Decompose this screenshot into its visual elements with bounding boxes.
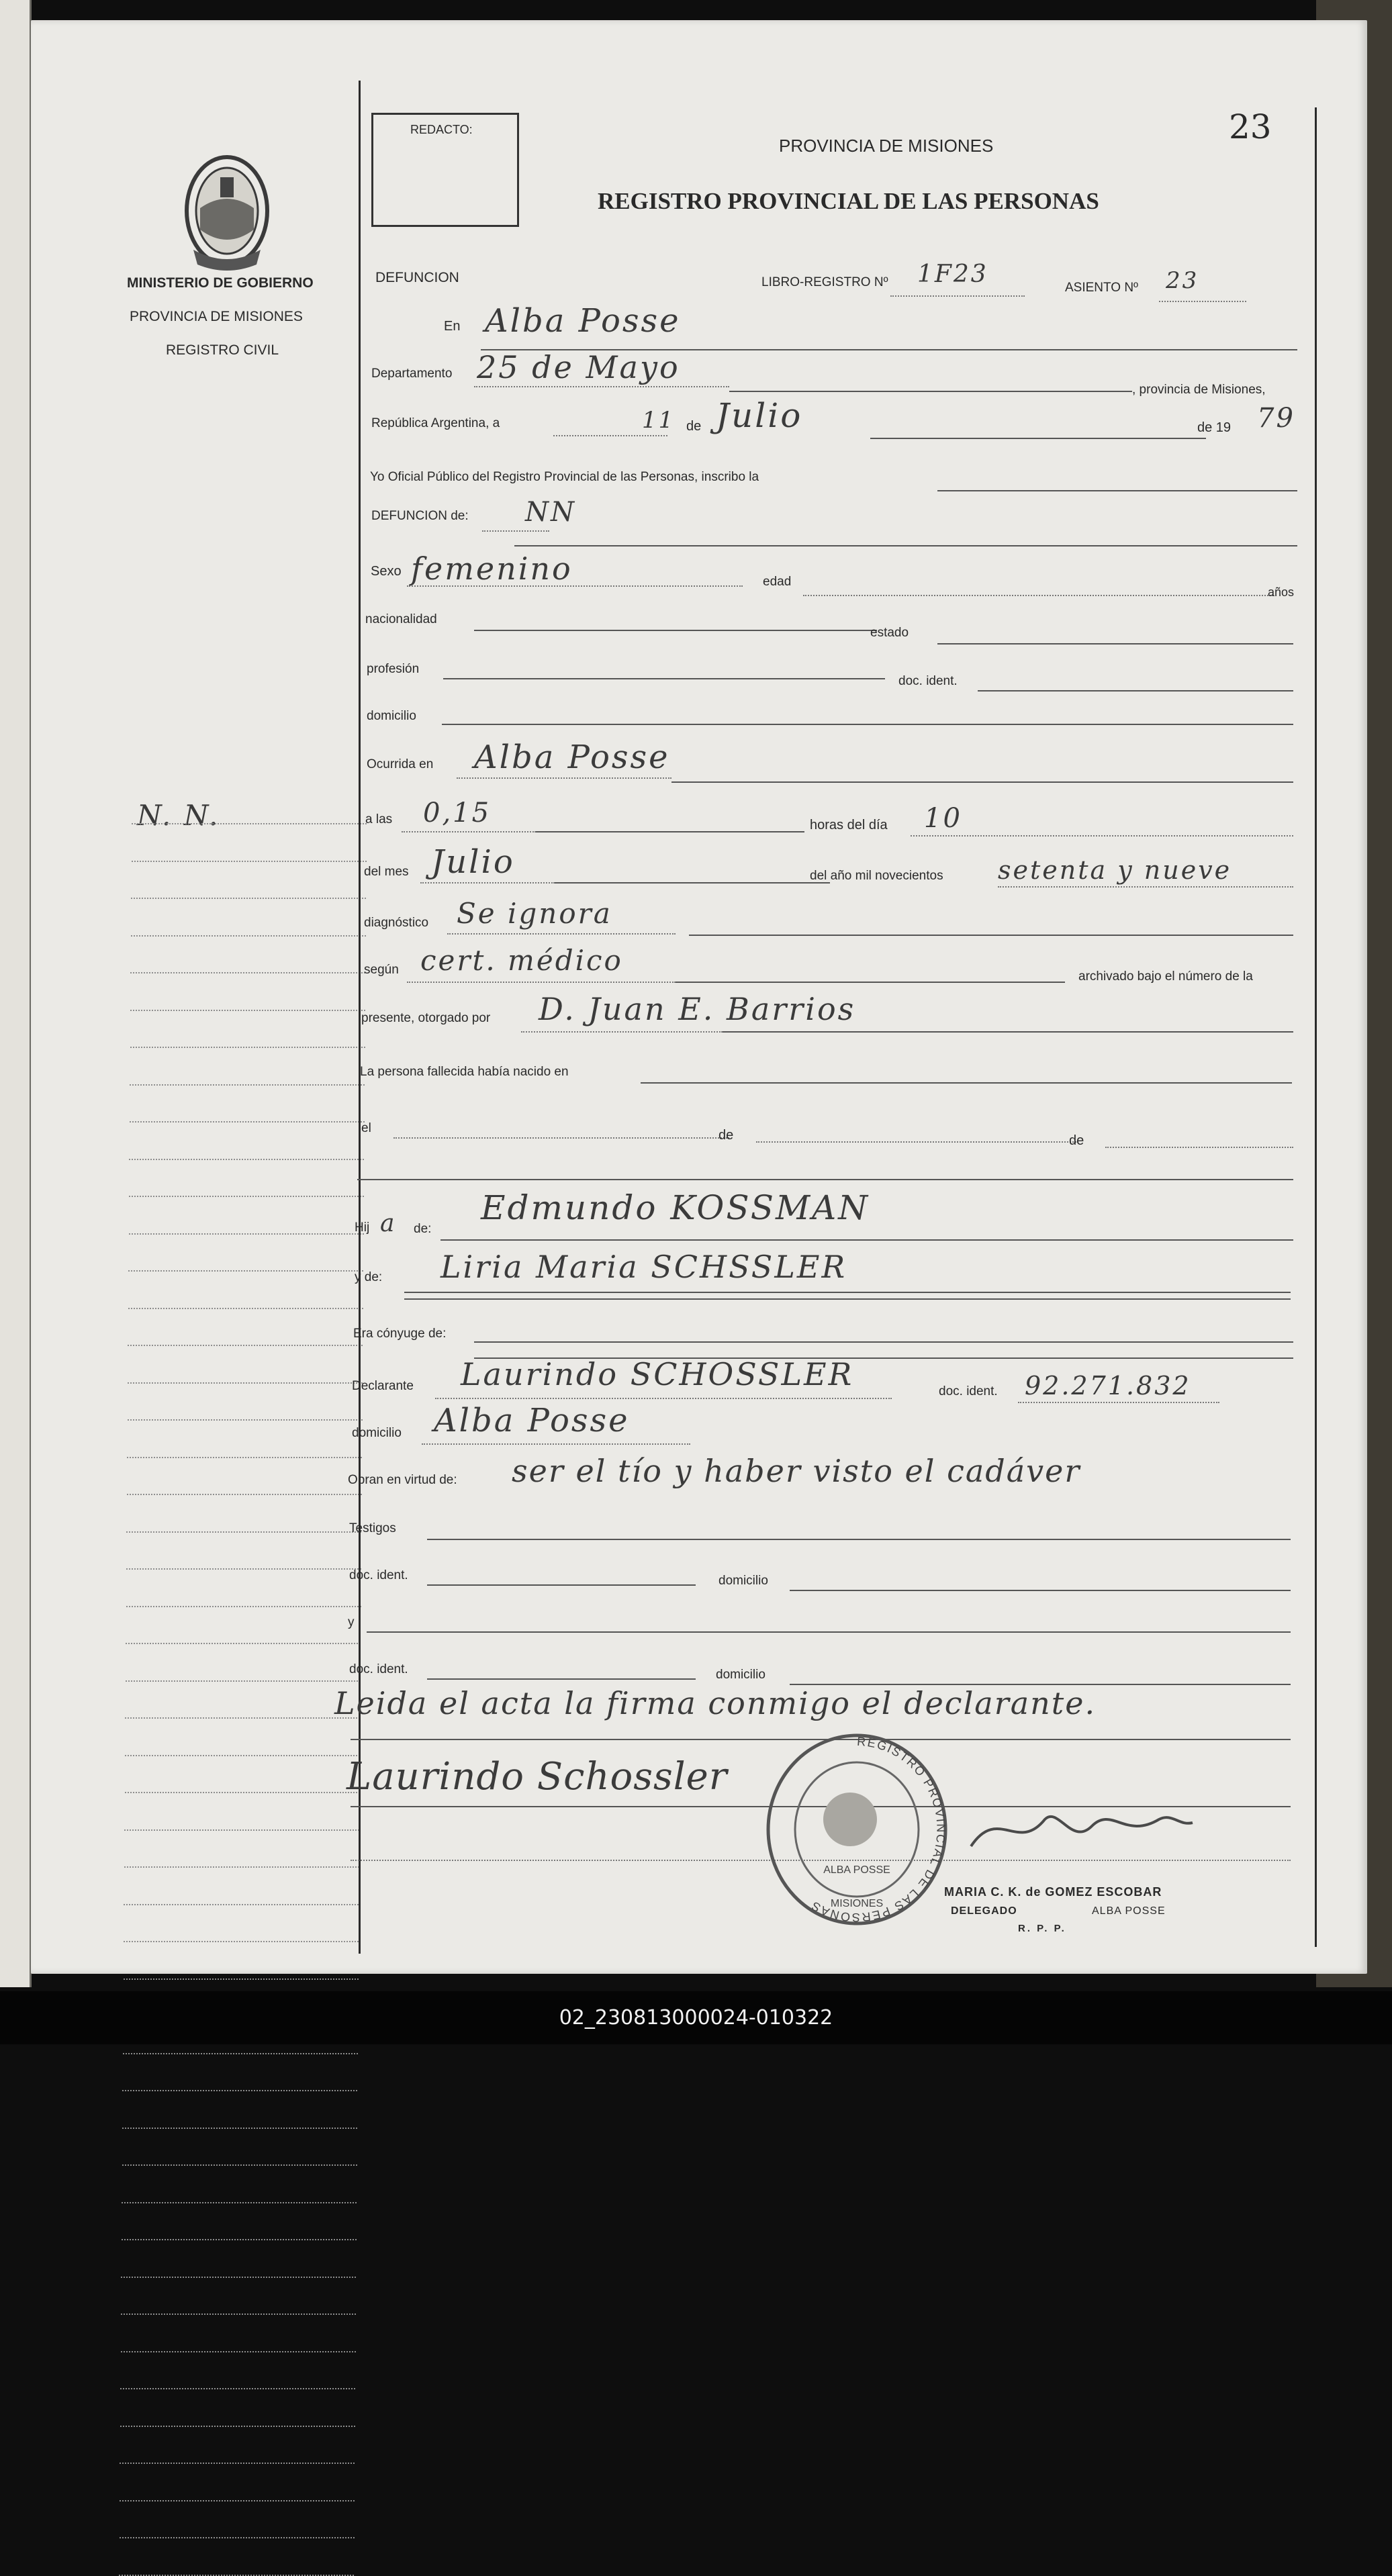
margin-dotted-line [130, 972, 365, 973]
sexo-value: femenino [411, 551, 573, 587]
margin-dotted-line [128, 1270, 363, 1272]
nacionalidad-line [474, 630, 877, 631]
margin-dotted-line [126, 1568, 361, 1570]
officer-role: DELEGADO [951, 1905, 1017, 1917]
archivado-label: archivado bajo el número de la [1078, 969, 1253, 984]
margin-dotted-line [122, 2202, 357, 2203]
testigos-label: Testigos [349, 1521, 396, 1535]
mes-value: Julio [716, 396, 803, 435]
t2-doc-line [427, 1678, 696, 1680]
anio-label: del año mil novecientos [810, 869, 943, 883]
page-number: 23 [1229, 107, 1272, 146]
margin-dotted-line [120, 2426, 355, 2427]
departamento-line [474, 386, 729, 387]
registry-title: REGISTRO PROVINCIAL DE LAS PERSONAS [598, 188, 1099, 214]
section-label: DEFUNCION [375, 270, 459, 285]
margin-dotted-line [122, 2239, 357, 2240]
margin-dotted-line [125, 1792, 360, 1793]
presente-line [723, 1031, 1293, 1033]
a-las-line [536, 831, 804, 832]
republica-label: República Argentina, a [371, 416, 500, 430]
yde-line2 [404, 1298, 1291, 1300]
republica-line [870, 438, 1206, 439]
margin-dotted-line [124, 1829, 359, 1831]
a-las-label: a las [365, 812, 393, 826]
yde-label: y de: [355, 1270, 383, 1284]
defuncion-value: NN [525, 497, 576, 528]
anos-label: años [1268, 585, 1295, 599]
margin-note: N. N. [137, 799, 220, 832]
image-caption: 02_230813000024-010322 [0, 1991, 1392, 2044]
hij-de-label: de: [414, 1222, 432, 1236]
diagnostico-value: Se ignora [457, 897, 612, 930]
t1-doc-label: doc. ident. [349, 1568, 408, 1582]
margin-dotted-line [120, 2537, 355, 2538]
segun-label: según [364, 963, 399, 977]
edad-line [803, 595, 1273, 596]
ocurrida-line [671, 781, 1293, 783]
nacionalidad-label: nacionalidad [365, 612, 437, 626]
de-a-label: de [718, 1128, 734, 1143]
diagnostico-dline [447, 933, 676, 935]
departamento-label: Departamento [371, 367, 453, 381]
margin-dotted-line [124, 1978, 359, 1980]
margin-dotted-line [130, 1010, 365, 1011]
margin-dotted-line [132, 823, 367, 824]
libro-line [890, 295, 1025, 297]
margin-dotted-line [132, 861, 367, 862]
ocurrida-value: Alba Posse [474, 738, 670, 776]
seal-ring-text: REGISTRO PROVINCIAL DE LAS PERSONAS [808, 1734, 948, 1925]
margin-dotted-line [126, 1531, 361, 1533]
presente-value: D. Juan E. Barrios [539, 991, 856, 1027]
yde-line [404, 1292, 1291, 1293]
libro-value: 1F23 [917, 260, 988, 288]
decl-domicilio-line [422, 1443, 690, 1445]
declarante-value: Laurindo SCHOSSLER [461, 1356, 854, 1392]
declarante-doc-value: 92.271.832 [1025, 1371, 1191, 1400]
anio-line [998, 886, 1293, 888]
closing-text: Leida el acta la firma conmigo el declarante. [334, 1685, 1097, 1721]
diagnostico-label: diagnóstico [364, 916, 429, 930]
margin-dotted-line [130, 1047, 365, 1048]
en-value: Alba Posse [485, 302, 681, 340]
margin-dotted-line [128, 1382, 363, 1384]
hij-line [440, 1239, 1293, 1241]
obran-label: Obran en virtud de: [348, 1473, 457, 1487]
asiento-line [1159, 301, 1246, 302]
profesion-line [443, 678, 885, 679]
provincia-suffix: , provincia de Misiones, [1132, 383, 1266, 397]
margin-dotted-line [129, 1233, 364, 1235]
defuncion-line [514, 545, 1297, 546]
margin-dotted-line [128, 1419, 363, 1421]
margin-province: PROVINCIA DE MISIONES [130, 309, 303, 324]
conyuge-label: Era cónyuge de: [353, 1327, 447, 1341]
del-mes-line [555, 882, 830, 884]
redacto-box [371, 113, 519, 227]
el-line2 [357, 1179, 1293, 1180]
margin-dotted-line [125, 1755, 360, 1756]
margin-dotted-line [121, 2313, 356, 2315]
domicilio-label: domicilio [367, 709, 416, 723]
a-las-dline [402, 831, 536, 832]
margin-dotted-line [122, 2128, 357, 2129]
segun-dline [407, 982, 676, 983]
margin-dotted-line [124, 1866, 359, 1868]
t1-doc-line [427, 1584, 696, 1586]
margin-dotted-line [121, 2351, 356, 2352]
margin-dotted-line [126, 1680, 361, 1682]
t1-dom-label: domicilio [718, 1574, 768, 1588]
year-value: 79 [1257, 403, 1295, 434]
diagnostico-line [689, 935, 1293, 936]
domicilio-line [442, 724, 1293, 725]
profesion-doc-line [978, 690, 1293, 691]
departamento-value: 25 de Mayo [477, 349, 680, 385]
margin-dotted-line [127, 1494, 362, 1495]
segun-value: cert. médico [420, 944, 623, 977]
y-label: y [348, 1615, 355, 1629]
hij-label: Hij [355, 1221, 370, 1235]
libro-label: LIBRO-REGISTRO Nº [761, 275, 888, 289]
margin-dotted-line [123, 2053, 358, 2054]
asiento-label: ASIENTO Nº [1065, 281, 1138, 295]
margin-dotted-line [128, 1345, 363, 1346]
officer-place: ALBA POSSE [1092, 1905, 1166, 1917]
margin-dotted-line [131, 935, 366, 937]
registry-seal-icon [756, 1725, 958, 1934]
defuncion-label: DEFUNCION de: [371, 509, 469, 523]
defuncion-dline [482, 530, 549, 532]
el-line [393, 1137, 729, 1139]
ocurrida-dline [457, 777, 671, 779]
declarante-doc-label: doc. ident. [939, 1384, 998, 1398]
profesion-label: profesión [367, 662, 420, 676]
margin-dotted-line [124, 1941, 359, 1942]
declarante-line [435, 1398, 892, 1399]
sexo-label: Sexo [371, 564, 402, 579]
declarant-signature: Laurindo Schossler [346, 1755, 728, 1799]
yde-value: Liria Maria SCHSSLER [440, 1249, 847, 1285]
certificate-page [31, 20, 1367, 1974]
margin-dotted-line [120, 2388, 355, 2389]
seal-bottom: MISIONES [830, 1898, 884, 1909]
en-label: En [444, 319, 461, 334]
t2-doc-label: doc. ident. [349, 1662, 408, 1676]
profesion-doc-label: doc. ident. [898, 674, 958, 688]
decl-domicilio-value: Alba Posse [434, 1402, 630, 1439]
de-label: de [686, 419, 702, 434]
anio-value: setenta y nueve [998, 855, 1232, 885]
ocurrida-label: Ocurrida en [367, 757, 434, 771]
redacto-label: REDACTO: [410, 123, 473, 136]
t1-dom-line [790, 1590, 1291, 1591]
a-las-value: 0,15 [423, 798, 492, 828]
estado-line [937, 643, 1293, 645]
presente-label: presente, otorgado por [361, 1011, 491, 1025]
republica-dline [553, 435, 667, 436]
margin-dotted-line [124, 1904, 359, 1905]
margin-dotted-line [129, 1196, 364, 1197]
del-mes-label: del mes [364, 865, 409, 879]
departamento-line2 [729, 391, 1132, 392]
margin-dotted-line [119, 2575, 354, 2576]
declarante-doc-line [1018, 1402, 1219, 1403]
officer-name: MARIA C. K. de GOMEZ ESCOBAR [944, 1885, 1162, 1899]
seal-place: ALBA POSSE [823, 1864, 890, 1876]
margin-dotted-line [126, 1643, 361, 1644]
margin-dotted-line [121, 2277, 356, 2278]
horas-line [911, 835, 1293, 837]
hij-value: Edmundo KOSSMAN [481, 1188, 870, 1227]
declarante-label: Declarante [352, 1379, 414, 1393]
margin-dotted-line [128, 1308, 363, 1309]
testigos-line [427, 1539, 1291, 1540]
edad-label: edad [763, 575, 792, 589]
t2-dom-label: domicilio [716, 1668, 765, 1682]
de-b-line [1105, 1147, 1293, 1148]
de-a-line [756, 1141, 1078, 1143]
margin-ministry: MINISTERIO DE GOBIERNO [127, 275, 314, 291]
margin-dotted-line [122, 2090, 357, 2091]
previous-page-edge [0, 0, 32, 1987]
horas-label: horas del día [810, 818, 888, 832]
conyuge-line [474, 1341, 1293, 1343]
margin-dotted-line [129, 1159, 364, 1160]
margin-dotted-line [120, 2500, 355, 2501]
margin-dotted-line [125, 1717, 360, 1719]
nacido-label: La persona fallecida había nacido en [360, 1065, 569, 1079]
segun-line [676, 982, 1065, 983]
margin-dotted-line [127, 1457, 362, 1458]
margin-dotted-line [130, 1084, 365, 1086]
horas-value: 10 [924, 803, 962, 834]
officer-signature-icon [958, 1799, 1199, 1860]
hij-suffix: a [380, 1210, 397, 1237]
margin-dotted-line [131, 898, 366, 899]
margin-dotted-line [130, 1121, 365, 1123]
el-label: el [361, 1121, 371, 1135]
del-mes-value: Julio [431, 843, 515, 881]
province-crest-icon [179, 149, 276, 277]
estado-label: estado [870, 626, 909, 640]
right-rule [1315, 107, 1317, 1947]
de-b-label: de [1069, 1133, 1084, 1148]
margin-office: REGISTRO CIVIL [166, 342, 279, 358]
oficial-line [937, 490, 1297, 491]
dia-value: 11 [642, 407, 676, 434]
presente-dline [521, 1031, 723, 1033]
province-heading: PROVINCIA DE MISIONES [779, 136, 994, 156]
officer-initials: R. P. P. [1018, 1923, 1066, 1934]
obran-value: ser el tío y haber visto el cadáver [512, 1453, 1081, 1489]
y-line [367, 1631, 1291, 1633]
decl-domicilio-label: domicilio [352, 1426, 402, 1440]
asiento-value: 23 [1166, 267, 1199, 294]
margin-dotted-line [120, 2463, 355, 2464]
de19-label: de 19 [1197, 420, 1232, 435]
oficial-text: Yo Oficial Público del Registro Provincial de las Personas, inscribo la [370, 470, 759, 484]
del-mes-dline [420, 882, 555, 884]
margin-dotted-line [126, 1606, 361, 1607]
margin-dotted-line [122, 2164, 357, 2166]
nacido-line [641, 1082, 1292, 1084]
